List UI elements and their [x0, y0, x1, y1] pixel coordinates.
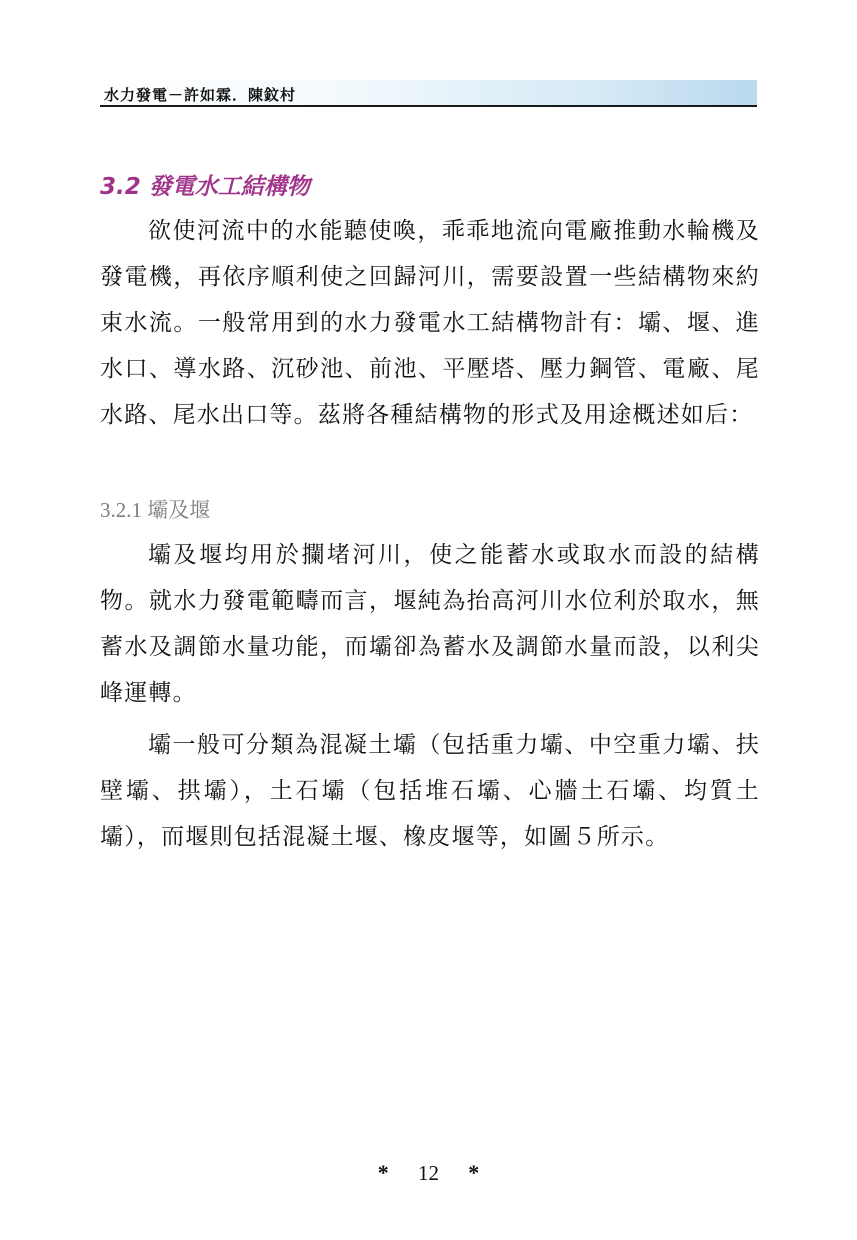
dam-types-paragraph: 壩一般可分類為混凝土壩（包括重力壩、中空重力壩、扶壁壩、拱壩），土石壩（包括堆石壩、心牆土石壩、均質土壩），而堰則包括混凝土堰、橡皮堰等，如圖５所示。	[100, 732, 760, 850]
page-number: 12	[418, 1161, 439, 1185]
right-star-marker: *	[468, 1160, 480, 1185]
subsection-title: 3.2.1 壩及堰	[100, 498, 211, 522]
page-footer	[0, 1160, 857, 1186]
section-title: 3.2 發電水工結構物	[100, 174, 310, 200]
intro-paragraph: 欲使河流中的水能聽使喚，乖乖地流向電廠推動水輪機及發電機，再依序順利使之回歸河川，需要設置一些結構物來約束水流。一般常用到的水力發電水工結構物計有：壩、堰、進水口、導水路、沉砂池、前池、平壓塔、壓力鋼管、電廠、尾水路、尾水出口等。茲將各種結構物的形式及用途概述如后：	[100, 218, 760, 428]
left-star-marker: *	[377, 1160, 389, 1185]
running-header: 水力發電－許如霖．陳鈫村	[104, 86, 297, 104]
dam-weir-paragraph: 壩及堰均用於攔堵河川，使之能蓄水或取水而設的結構物。就水力發電範疇而言，堰純為抬高河川水位利於取水，無蓄水及調節水量功能，而壩卻為蓄水及調節水量而設，以利尖峰運轉。	[100, 542, 760, 706]
